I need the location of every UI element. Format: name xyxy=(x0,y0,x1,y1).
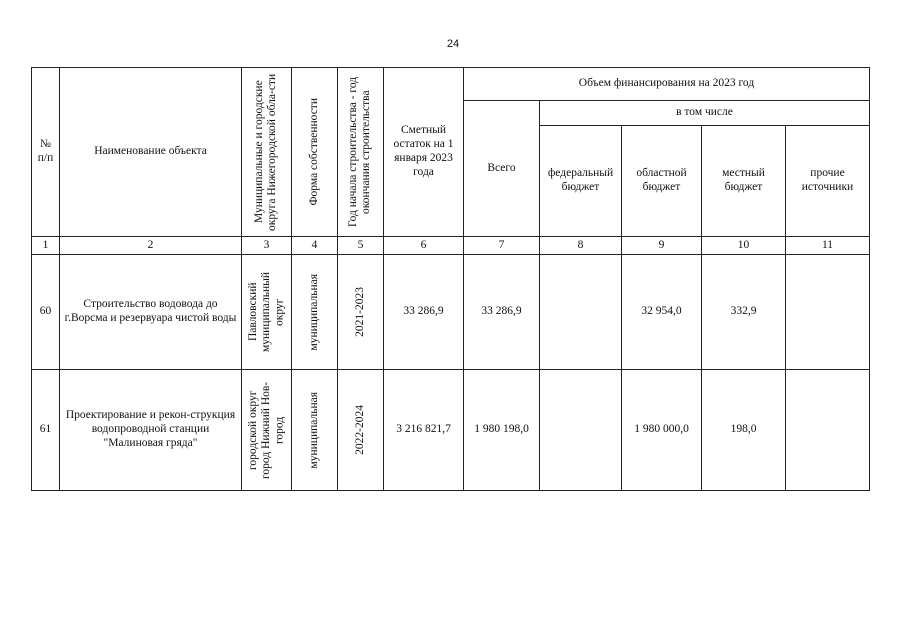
header-municipality-text: Муниципальные и городские округа Нижегородской обла-сти xyxy=(253,73,279,231)
column-number: 7 xyxy=(464,237,540,255)
row-ownership-text: муниципальная xyxy=(307,391,320,469)
header-federal: федеральный бюджет xyxy=(540,126,622,237)
row-local: 332,9 xyxy=(702,255,786,370)
column-number: 5 xyxy=(338,237,384,255)
column-number: 9 xyxy=(622,237,702,255)
column-number: 1 xyxy=(32,237,60,255)
row-regional: 32 954,0 xyxy=(622,255,702,370)
row-num: 60 xyxy=(32,255,60,370)
page-number: 24 xyxy=(446,38,460,50)
header-regional: областной бюджет xyxy=(622,126,702,237)
row-estimate: 3 216 821,7 xyxy=(384,370,464,491)
row-regional: 1 980 000,0 xyxy=(622,370,702,491)
row-name: Проектирование и рекон-струкция водопроводной станции "Малиновая гряда" xyxy=(60,370,242,491)
financing-table xyxy=(31,67,870,491)
column-number-row xyxy=(32,237,870,255)
header-other: прочие источники xyxy=(786,126,870,237)
row-years xyxy=(338,255,384,370)
row-federal xyxy=(540,370,622,491)
header-including: в том числе xyxy=(540,101,870,126)
header-name: Наименование объекта xyxy=(60,68,242,237)
header-estimate: Сметный остаток на 1 января 2023 года xyxy=(384,68,464,237)
row-municipality xyxy=(242,370,292,491)
header-financing: Объем финансирования на 2023 год xyxy=(464,68,870,101)
row-ownership xyxy=(292,370,338,491)
column-number: 11 xyxy=(786,237,870,255)
header-years-text: Год начала строительства - год окончания строительства xyxy=(347,76,373,228)
column-number: 10 xyxy=(702,237,786,255)
row-other xyxy=(786,370,870,491)
table-row xyxy=(32,255,870,370)
header-ownership-text: Форма собственности xyxy=(307,98,320,206)
header-years xyxy=(338,68,384,237)
row-ownership-text: муниципальная xyxy=(307,273,320,351)
column-number: 6 xyxy=(384,237,464,255)
header-ownership xyxy=(292,68,338,237)
header-local: местный бюджет xyxy=(702,126,786,237)
row-name: Строительство водовода до г.Ворсма и резервуара чистой воды xyxy=(60,255,242,370)
header-num: № п/п xyxy=(32,68,60,237)
row-years xyxy=(338,370,384,491)
row-local: 198,0 xyxy=(702,370,786,491)
row-ownership xyxy=(292,255,338,370)
header-total: Всего xyxy=(464,101,540,237)
row-estimate: 33 286,9 xyxy=(384,255,464,370)
row-total: 33 286,9 xyxy=(464,255,540,370)
column-number: 4 xyxy=(292,237,338,255)
table-row xyxy=(32,370,870,491)
row-municipality xyxy=(242,255,292,370)
column-number: 8 xyxy=(540,237,622,255)
row-years-text: 2022-2024 xyxy=(353,405,366,455)
column-number: 2 xyxy=(60,237,242,255)
row-num: 61 xyxy=(32,370,60,491)
row-total: 1 980 198,0 xyxy=(464,370,540,491)
row-municipality-text: Павловский муниципальный округ xyxy=(246,271,286,353)
row-other xyxy=(786,255,870,370)
column-number: 3 xyxy=(242,237,292,255)
row-years-text: 2021-2023 xyxy=(353,287,366,337)
row-federal xyxy=(540,255,622,370)
header-municipality xyxy=(242,68,292,237)
row-municipality-text: городской округ город Нижний Нов-город xyxy=(246,381,286,479)
